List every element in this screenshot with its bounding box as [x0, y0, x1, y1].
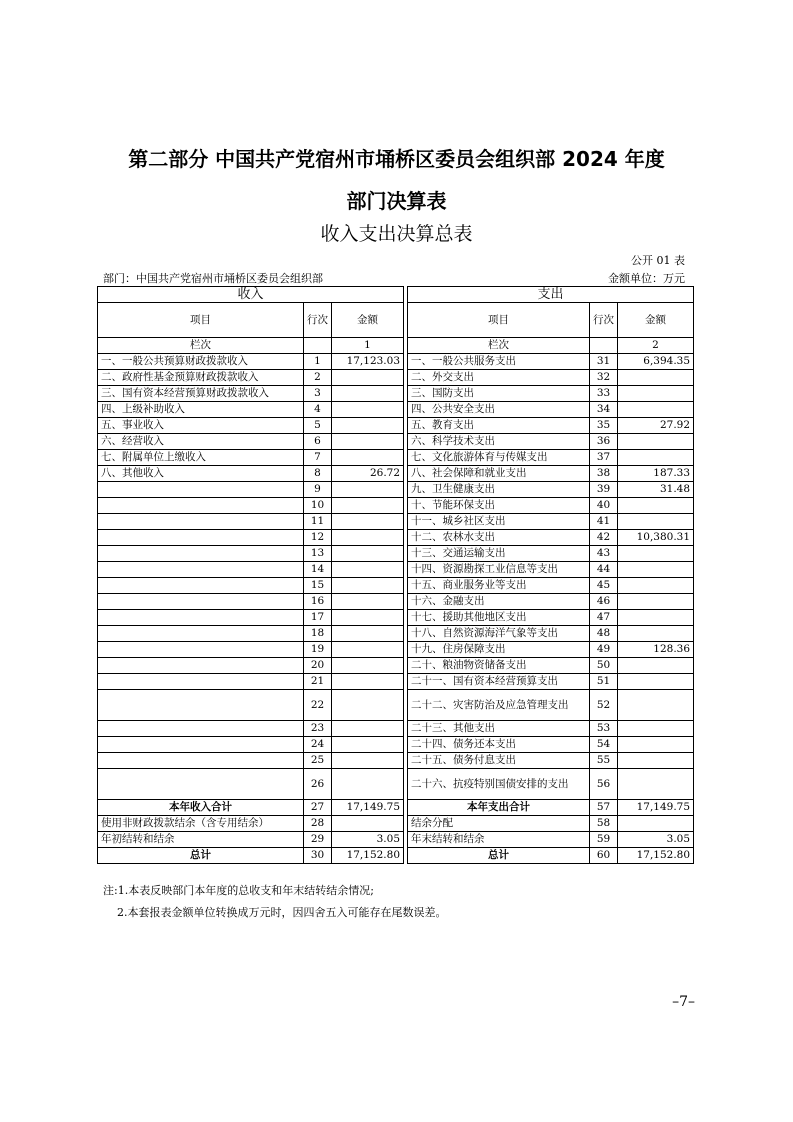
table-row: [98, 626, 694, 642]
table-row: [98, 402, 694, 418]
expense-row-no: 34: [590, 402, 618, 418]
expense-row-no: 51: [590, 674, 618, 690]
notes: [103, 880, 447, 924]
expense-amount: [618, 434, 694, 450]
income-item: [98, 674, 304, 690]
expense-item: 三、国防支出: [408, 386, 590, 402]
expense-row-no: 40: [590, 498, 618, 514]
income-item: [98, 498, 304, 514]
income-amount: [332, 721, 404, 737]
table-row: [98, 434, 694, 450]
expense-item: 二、外交支出: [408, 370, 590, 386]
income-row-no: 20: [304, 658, 332, 674]
expense-item: 十四、资源勘探工业信息等支出: [408, 562, 590, 578]
income-item: [98, 658, 304, 674]
expense-item: 五、教育支出: [408, 418, 590, 434]
expense-item: 十八、自然资源海洋气象等支出: [408, 626, 590, 642]
expense-amount: [618, 562, 694, 578]
expense-row-no: 56: [590, 769, 618, 800]
income-amount: 17,152.80: [332, 848, 404, 864]
table-row: [98, 674, 694, 690]
income-item: 二、政府性基金预算财政拨款收入: [98, 370, 304, 386]
expense-row-no: 52: [590, 690, 618, 721]
income-row-no: 28: [304, 816, 332, 832]
income-row-no: 15: [304, 578, 332, 594]
income-item: [98, 626, 304, 642]
income-row-no: 10: [304, 498, 332, 514]
income-item: [98, 514, 304, 530]
table-row: [98, 386, 694, 402]
expense-amount: [618, 386, 694, 402]
income-item: 三、国有资本经营预算财政拨款收入: [98, 386, 304, 402]
expense-row-no: 47: [590, 610, 618, 626]
title-line-2: 部门决算表: [346, 189, 447, 213]
income-section-header: 收入: [98, 287, 404, 303]
income-row-no: 8: [304, 466, 332, 482]
income-item-header: 项目: [98, 303, 304, 338]
amount-unit: 金额单位：万元: [608, 272, 685, 285]
income-row-no: 26: [304, 769, 332, 800]
income-item: [98, 562, 304, 578]
table-row: [98, 418, 694, 434]
income-item: [98, 642, 304, 658]
income-item: 七、附属单位上缴收入: [98, 450, 304, 466]
expense-item: 十二、农林水支出: [408, 530, 590, 546]
income-amount: [332, 610, 404, 626]
income-amount: [332, 498, 404, 514]
expense-amount: 128.36: [618, 642, 694, 658]
income-amount: 26.72: [332, 466, 404, 482]
table-row: [98, 530, 694, 546]
table-row: [98, 816, 694, 832]
income-amount: [332, 530, 404, 546]
income-amount: [332, 674, 404, 690]
table-row: [98, 753, 694, 769]
expense-amount: [618, 594, 694, 610]
expense-row-no: 32: [590, 370, 618, 386]
expense-row-no: 60: [590, 848, 618, 864]
table-row: [98, 578, 694, 594]
expense-amount: 31.48: [618, 482, 694, 498]
expense-item: 二十、粮油物资储备支出: [408, 658, 590, 674]
income-item: 一、一般公共预算财政拨款收入: [98, 354, 304, 370]
expense-item: 八、社会保障和就业支出: [408, 466, 590, 482]
income-row-no: 4: [304, 402, 332, 418]
income-row-no: 14: [304, 562, 332, 578]
income-column-blank: [304, 338, 332, 354]
income-amount: [332, 386, 404, 402]
income-amount: [332, 418, 404, 434]
expense-item: 六、科学技术支出: [408, 434, 590, 450]
expense-row-no: 49: [590, 642, 618, 658]
income-item: 八、其他收入: [98, 466, 304, 482]
expense-item: 二十三、其他支出: [408, 721, 590, 737]
expense-item: 十九、住房保障支出: [408, 642, 590, 658]
income-item: 四、上级补助收入: [98, 402, 304, 418]
expense-amount: 17,152.80: [618, 848, 694, 864]
income-item: [98, 753, 304, 769]
income-amount: [332, 514, 404, 530]
expense-row-no: 37: [590, 450, 618, 466]
table-row: [98, 482, 694, 498]
income-row-no: 25: [304, 753, 332, 769]
income-item: 使用非财政拨款结余（含专用结余）: [98, 816, 304, 832]
income-row-no: 13: [304, 546, 332, 562]
income-amount: [332, 402, 404, 418]
income-row-no: 23: [304, 721, 332, 737]
expense-row-no: 36: [590, 434, 618, 450]
income-row-no-header: 行次: [304, 303, 332, 338]
expense-amount: [618, 721, 694, 737]
income-amount: [332, 737, 404, 753]
expense-item: 年末结转和结余: [408, 832, 590, 848]
table-row: [98, 832, 694, 848]
table-row: [98, 642, 694, 658]
income-row-no: 19: [304, 642, 332, 658]
table-row: [98, 514, 694, 530]
expense-amount: [618, 737, 694, 753]
expense-item: 二十六、抗疫特别国债安排的支出: [408, 769, 590, 800]
income-expense-table: [97, 286, 694, 864]
income-item: [98, 578, 304, 594]
table-row: [98, 690, 694, 721]
expense-item: 十一、城乡社区支出: [408, 514, 590, 530]
income-row-no: 1: [304, 354, 332, 370]
income-item: [98, 690, 304, 721]
expense-amount: 17,149.75: [618, 800, 694, 816]
expense-amount: [618, 816, 694, 832]
expense-item: 二十四、债务还本支出: [408, 737, 590, 753]
expense-item: 十七、援助其他地区支出: [408, 610, 590, 626]
expense-amount: 27.92: [618, 418, 694, 434]
expense-item: 总计: [408, 848, 590, 864]
expense-item: 四、公共安全支出: [408, 402, 590, 418]
table-subtitle: 收入支出决算总表: [320, 223, 473, 245]
expense-row-no: 45: [590, 578, 618, 594]
expense-amount: [618, 546, 694, 562]
expense-item: 七、文化旅游体育与传媒支出: [408, 450, 590, 466]
table-row: [98, 546, 694, 562]
expense-amount: 6,394.35: [618, 354, 694, 370]
expense-row-no: 59: [590, 832, 618, 848]
form-number: 公开 01 表: [631, 254, 685, 267]
table-row: [98, 658, 694, 674]
income-item: [98, 769, 304, 800]
expense-row-no: 44: [590, 562, 618, 578]
table-row: [98, 800, 694, 816]
expense-row-no: 53: [590, 721, 618, 737]
expense-amount: [618, 402, 694, 418]
expense-amount: [618, 370, 694, 386]
expense-section-header: 支出: [408, 287, 694, 303]
table-row: [98, 562, 694, 578]
table-row: [98, 594, 694, 610]
table-row: [98, 721, 694, 737]
income-row-no: 21: [304, 674, 332, 690]
income-row-no: 11: [304, 514, 332, 530]
table-row: [98, 737, 694, 753]
expense-row-no: 39: [590, 482, 618, 498]
expense-amount: [618, 450, 694, 466]
income-row-no: 5: [304, 418, 332, 434]
expense-item: 结余分配: [408, 816, 590, 832]
income-amount: [332, 578, 404, 594]
table-row: [98, 769, 694, 800]
income-row-no: 12: [304, 530, 332, 546]
table-row: [98, 450, 694, 466]
expense-row-no: 57: [590, 800, 618, 816]
income-amount: [332, 690, 404, 721]
income-item: [98, 594, 304, 610]
expense-item: 十六、金融支出: [408, 594, 590, 610]
expense-row-no: 33: [590, 386, 618, 402]
income-row-no: 30: [304, 848, 332, 864]
income-item: [98, 530, 304, 546]
expense-column-label: 栏次: [408, 338, 590, 354]
expense-row-no: 43: [590, 546, 618, 562]
expense-item: 本年支出合计: [408, 800, 590, 816]
expense-amount: [618, 578, 694, 594]
income-row-no: 22: [304, 690, 332, 721]
expense-row-no: 38: [590, 466, 618, 482]
income-row-no: 3: [304, 386, 332, 402]
income-item: 五、事业收入: [98, 418, 304, 434]
income-row-no: 16: [304, 594, 332, 610]
expense-amount: 187.33: [618, 466, 694, 482]
table-row: [98, 498, 694, 514]
income-amount: 3.05: [332, 832, 404, 848]
income-amount: [332, 753, 404, 769]
expense-item: 十、节能环保支出: [408, 498, 590, 514]
income-column-label: 栏次: [98, 338, 304, 354]
income-amount: [332, 482, 404, 498]
income-amount: [332, 626, 404, 642]
income-amount: [332, 642, 404, 658]
expense-amount: [618, 626, 694, 642]
income-amount-header: 金额: [332, 303, 404, 338]
table-row: [98, 354, 694, 370]
income-amount: [332, 450, 404, 466]
expense-row-no: 54: [590, 737, 618, 753]
expense-amount: 3.05: [618, 832, 694, 848]
income-row-no: 27: [304, 800, 332, 816]
expense-item-header: 项目: [408, 303, 590, 338]
income-row-no: 18: [304, 626, 332, 642]
expense-amount: [618, 658, 694, 674]
income-item: [98, 721, 304, 737]
income-row-no: 29: [304, 832, 332, 848]
expense-item: 二十二、灾害防治及应急管理支出: [408, 690, 590, 721]
table-row: [98, 610, 694, 626]
expense-row-no: 46: [590, 594, 618, 610]
income-row-no: 6: [304, 434, 332, 450]
income-amount: 17,123.03: [332, 354, 404, 370]
expense-item: 十五、商业服务业等支出: [408, 578, 590, 594]
income-item: 六、经营收入: [98, 434, 304, 450]
income-item: [98, 610, 304, 626]
expense-amount: [618, 690, 694, 721]
expense-row-no-header: 行次: [590, 303, 618, 338]
department-label: 部门：中国共产党宿州市埇桥区委员会组织部: [103, 272, 323, 285]
income-amount: [332, 370, 404, 386]
expense-item: 九、卫生健康支出: [408, 482, 590, 498]
income-amount: [332, 546, 404, 562]
income-amount: [332, 816, 404, 832]
income-row-no: 7: [304, 450, 332, 466]
title-line-1: 第二部分 中国共产党宿州市埇桥区委员会组织部 2024 年度: [128, 147, 665, 171]
expense-amount-header: 金额: [618, 303, 694, 338]
note-1: 注:1.本表反映部门本年度的总收支和年末结转结余情况;: [103, 884, 374, 897]
expense-amount: [618, 498, 694, 514]
expense-row-no: 42: [590, 530, 618, 546]
expense-column-number: 2: [618, 338, 694, 354]
income-item: 年初结转和结余: [98, 832, 304, 848]
expense-amount: [618, 674, 694, 690]
expense-item: 二十五、债务付息支出: [408, 753, 590, 769]
expense-item: 一、一般公共服务支出: [408, 354, 590, 370]
expense-row-no: 41: [590, 514, 618, 530]
note-2: 2.本套报表金额单位转换成万元时，因四舍五入可能存在尾数误差。: [117, 906, 447, 919]
page-number: –7–: [672, 994, 695, 1010]
expense-item: 十三、交通运输支出: [408, 546, 590, 562]
expense-amount: 10,380.31: [618, 530, 694, 546]
income-row-no: 9: [304, 482, 332, 498]
income-item: 总计: [98, 848, 304, 864]
income-amount: [332, 434, 404, 450]
expense-row-no: 35: [590, 418, 618, 434]
income-column-number: 1: [332, 338, 404, 354]
income-row-no: 24: [304, 737, 332, 753]
table-row: [98, 370, 694, 386]
income-row-no: 17: [304, 610, 332, 626]
expense-row-no: 48: [590, 626, 618, 642]
expense-row-no: 31: [590, 354, 618, 370]
income-item: [98, 482, 304, 498]
income-amount: 17,149.75: [332, 800, 404, 816]
income-amount: [332, 769, 404, 800]
expense-amount: [618, 610, 694, 626]
table-row: [98, 848, 694, 864]
income-item: [98, 546, 304, 562]
income-row-no: 2: [304, 370, 332, 386]
income-amount: [332, 562, 404, 578]
expense-amount: [618, 769, 694, 800]
expense-row-no: 58: [590, 816, 618, 832]
expense-row-no: 55: [590, 753, 618, 769]
income-item: 本年收入合计: [98, 800, 304, 816]
expense-item: 二十一、国有资本经营预算支出: [408, 674, 590, 690]
table-row: [98, 466, 694, 482]
expense-column-blank: [590, 338, 618, 354]
expense-amount: [618, 514, 694, 530]
income-amount: [332, 594, 404, 610]
income-item: [98, 737, 304, 753]
expense-row-no: 50: [590, 658, 618, 674]
expense-amount: [618, 753, 694, 769]
income-amount: [332, 658, 404, 674]
